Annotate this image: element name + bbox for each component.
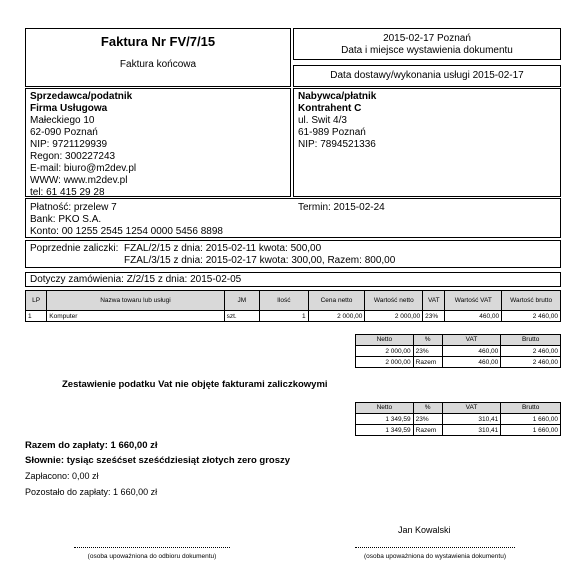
total-paid: Zapłacono: 0,00 zł bbox=[25, 471, 99, 481]
col-gross: Wartość brutto bbox=[502, 291, 561, 311]
table-row bbox=[26, 311, 561, 322]
seller-name: Firma Usługowa bbox=[30, 103, 108, 114]
col-jm: JM bbox=[224, 291, 259, 311]
payment-account: Konto: 00 1255 2545 1254 0000 5456 8898 bbox=[30, 226, 223, 237]
invoice-title: Faktura Nr FV/7/15 bbox=[100, 34, 216, 49]
cell-vat: 23% bbox=[423, 311, 445, 322]
cell-lp: 1 bbox=[26, 311, 47, 322]
sum-col-vat: VAT bbox=[442, 335, 501, 346]
issue-caption: Data i miejsce wystawienia dokumentu bbox=[341, 45, 513, 56]
order-box bbox=[25, 272, 561, 287]
advances-box bbox=[25, 240, 561, 268]
sum-col-net: Netto bbox=[356, 403, 414, 414]
sum-cell: Razem bbox=[413, 425, 442, 436]
col-price: Cena netto bbox=[308, 291, 365, 311]
payment-bank: Bank: PKO S.A. bbox=[30, 214, 102, 225]
sum-cell: 2 460,00 bbox=[501, 346, 561, 357]
summary2-title: Zestawienie podatku Vat nie objęte fakturami zaliczkowymi bbox=[62, 379, 328, 390]
sum-cell: 1 660,00 bbox=[501, 425, 561, 436]
payment-due: Termin: 2015-02-24 bbox=[298, 202, 385, 213]
seller-line: Regon: 300227243 bbox=[30, 151, 116, 162]
vat-summary-table-final bbox=[355, 402, 561, 436]
cell-price: 2 000,00 bbox=[308, 311, 365, 322]
issuer-caption: (osoba upoważniona do wystawienia dokumentu) bbox=[363, 553, 506, 560]
sum-col-gross: Brutto bbox=[501, 403, 561, 414]
advances-line: FZAL/2/15 z dnia: 2015-02-11 kwota: 500,00 bbox=[124, 243, 322, 254]
sum-cell: 310,41 bbox=[442, 425, 501, 436]
order-reference: Dotyczy zamówienia: Z/2/15 z dnia: 2015-02-05 bbox=[30, 274, 242, 285]
issuer-signature-line bbox=[355, 547, 515, 548]
col-vat-value: Wartość VAT bbox=[445, 291, 502, 311]
seller-line: E-mail: biuro@m2dev.pl bbox=[30, 163, 137, 174]
sum-cell: 2 000,00 bbox=[356, 357, 414, 368]
seller-box bbox=[25, 88, 291, 197]
sum-cell: 2 000,00 bbox=[356, 346, 414, 357]
seller-line: NIP: 9721129939 bbox=[30, 139, 108, 150]
col-qty: Ilość bbox=[260, 291, 309, 311]
vat-summary-table bbox=[355, 334, 561, 368]
sum-cell: 310,41 bbox=[442, 414, 501, 425]
issue-date: 2015-02-17 Poznań bbox=[383, 33, 471, 44]
cell-jm: szt. bbox=[224, 311, 259, 322]
sum-cell: Razem bbox=[413, 357, 442, 368]
seller-line: Małeckiego 10 bbox=[30, 115, 95, 126]
advances-label: Poprzednie zaliczki: bbox=[30, 243, 119, 254]
sum-col-net: Netto bbox=[356, 335, 414, 346]
seller-line: WWW: www.m2dev.pl bbox=[30, 175, 128, 186]
cell-qty: 1 bbox=[260, 311, 309, 322]
table-row bbox=[356, 346, 561, 357]
invoice-subtitle: Faktura końcowa bbox=[119, 59, 197, 70]
payment-method: Płatność: przelew 7 bbox=[30, 202, 117, 213]
buyer-heading: Nabywca/płatnik bbox=[298, 91, 377, 102]
sum-cell: 23% bbox=[413, 346, 442, 357]
delivery-box bbox=[293, 65, 561, 87]
buyer-line: NIP: 7894521336 bbox=[298, 139, 376, 150]
buyer-line: 61-989 Poznań bbox=[298, 127, 366, 138]
buyer-line: ul. Swit 4/3 bbox=[298, 115, 347, 126]
total-in-words: Słownie: tysiąc sześćset sześćdziesiąt złotych zero groszy bbox=[25, 455, 291, 466]
receiver-signature-line bbox=[74, 547, 230, 548]
table-row bbox=[356, 414, 561, 425]
sum-col-gross: Brutto bbox=[501, 335, 561, 346]
sum-col-rate: % bbox=[413, 403, 442, 414]
cell-name: Komputer bbox=[47, 311, 224, 322]
table-row bbox=[356, 425, 561, 436]
sum-cell: 460,00 bbox=[442, 357, 501, 368]
seller-heading: Sprzedawca/podatnik bbox=[30, 91, 133, 102]
items-table bbox=[25, 290, 561, 322]
payment-box bbox=[25, 198, 561, 238]
advances-line: FZAL/3/15 z dnia: 2015-02-17 kwota: 300,00, Razem: 800,00 bbox=[124, 255, 396, 266]
sum-cell: 460,00 bbox=[442, 346, 501, 357]
total-remaining: Pozostało do zapłaty: 1 660,00 zł bbox=[25, 487, 158, 497]
col-net: Wartość netto bbox=[365, 291, 423, 311]
issuer-name: Jan Kowalski bbox=[398, 525, 451, 535]
receiver-caption: (osoba upoważniona do odbioru dokumentu) bbox=[87, 553, 217, 560]
cell-net: 2 000,00 bbox=[365, 311, 423, 322]
seller-line: tel: 61 415 29 28 bbox=[30, 187, 105, 198]
col-lp: LP bbox=[26, 291, 47, 311]
col-name: Nazwa towaru lub usługi bbox=[47, 291, 224, 311]
buyer-box bbox=[293, 88, 561, 197]
col-vat: VAT bbox=[423, 291, 445, 311]
sum-cell: 2 460,00 bbox=[501, 357, 561, 368]
cell-gross: 2 460,00 bbox=[502, 311, 561, 322]
issue-date-box bbox=[293, 28, 561, 60]
table-row bbox=[356, 357, 561, 368]
sum-cell: 1 660,00 bbox=[501, 414, 561, 425]
buyer-name: Kontrahent C bbox=[298, 103, 362, 114]
sum-col-vat: VAT bbox=[442, 403, 501, 414]
seller-line: 62-090 Poznań bbox=[30, 127, 98, 138]
sum-col-rate: % bbox=[413, 335, 442, 346]
delivery-date: Data dostawy/wykonania usługi 2015-02-17 bbox=[330, 70, 524, 81]
invoice-title-box bbox=[25, 28, 291, 87]
sum-cell: 23% bbox=[413, 414, 442, 425]
cell-vat-value: 460,00 bbox=[445, 311, 502, 322]
sum-cell: 1 349,59 bbox=[356, 414, 414, 425]
sum-cell: 1 349,59 bbox=[356, 425, 414, 436]
total-to-pay: Razem do zapłaty: 1 660,00 zł bbox=[25, 440, 158, 451]
